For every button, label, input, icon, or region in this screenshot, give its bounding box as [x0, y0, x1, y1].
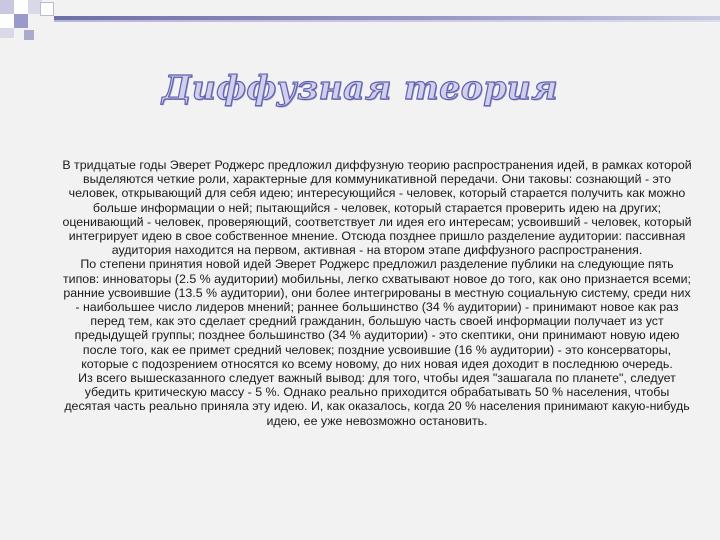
- decor-square: [0, 28, 14, 38]
- decor-square: [0, 0, 14, 14]
- decor-square: [40, 2, 54, 16]
- body-paragraph: По степени принятия новой идей Эверет Роджерс предложил разделение публики на следующие пять типов: инноваторы (2.5 % аудитории) мобильны, легко схватывают новое до того, как оно признается всеми; ранние усвоившие (13.5 % аудитории), они более интегрированы в местную социальную систему, среди них - наибольшее число лидеров мнений; раннее большинство (34 % аудитории) - принимают новое как раз перед тем, как это сделает средний гражданин, большую часть своей информации получает из уст предыдущей группы; позднее большинство (34 % аудитории) - это скептики, они принимают новую идею после того, как ее примет средний человек; поздние усвоившие (16 % аудитории) - это консерваторы, которые с подозрением относятся ко всему новому, до них новая идея доходит в последнюю очередь.: [63, 257, 691, 371]
- body-paragraph: Из всего вышесказанного следует важный вывод: для того, чтобы идея "зашагала по планете", следует убедить критическую массу - 5 %. Однако реально приходится обрабатывать 50 % населения, чтобы десятая часть реально приняла эту идею. И, как оказалось, когда 20 % населения принимают какую-нибудь идею, ее уже невозможно остановить.: [64, 371, 690, 428]
- decor-square: [14, 14, 28, 28]
- decor-square: [0, 14, 14, 28]
- top-accent-bar-shadow: [54, 20, 720, 22]
- slide-body: [62, 158, 692, 428]
- body-paragraph: В тридцатые годы Эверет Роджерс предложил диффузную теорию распространения идей, в рамках которой выделяются четкие роли, характерные для коммуникативной передачи. Они таковы: сознающий - это человек, открывающий для себя идею; интересующийся - человек, который старается получить как можно больше информации о ней; пытающийся - человек, который старается проверить идею на других; оценивающий - человек, проверяющий, соответствует ли идея его интересам; усвоивший - человек, который интегрирует идею в свое собственное мнение. Отсюда позднее пришло разделение аудитории: пассивная аудитория находится на первом, активная - на втором этапе диффузного распространения.: [62, 158, 692, 258]
- decor-square: [24, 30, 34, 40]
- slide-title: Диффузная теория: [161, 68, 559, 107]
- decor-square: [14, 0, 28, 14]
- corner-decoration: [0, 0, 80, 50]
